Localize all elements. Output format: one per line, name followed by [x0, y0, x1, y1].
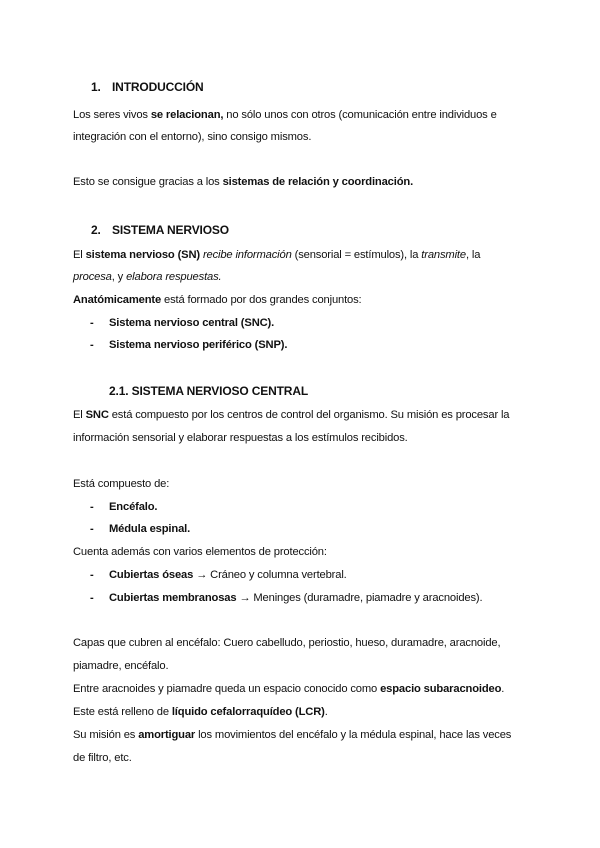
- list-bullet: -: [90, 317, 94, 329]
- section-heading-introduccion: [91, 80, 204, 94]
- bold-text: Encéfalo.: [109, 501, 158, 513]
- text: El: [73, 249, 86, 261]
- bold-text: espacio subaracnoideo: [380, 683, 502, 695]
- paragraph-line: [73, 682, 504, 696]
- list-bullet: -: [90, 523, 94, 535]
- bold-text: Sistema nervioso periférico (SNP).: [109, 339, 288, 351]
- text: .: [324, 706, 328, 718]
- bold-text: se relacionan,: [150, 109, 224, 121]
- paragraph-line: [73, 108, 497, 122]
- bold-text: Médula espinal.: [109, 523, 191, 535]
- text: El: [73, 409, 86, 421]
- bold-text: Sistema nervioso central (SNC).: [109, 317, 275, 329]
- text: (sensorial = estímulos), la: [291, 249, 422, 261]
- italic-text: elabora respuestas.: [126, 271, 222, 283]
- paragraph-line: Capas que cubren al encéfalo: Cuero cabelludo, periostio, hueso, duramadre, aracnoide,: [73, 637, 501, 649]
- paragraph-line: [73, 248, 480, 262]
- list-bullet: -: [90, 569, 94, 581]
- bold-text: Anatómicamente: [73, 294, 162, 306]
- text: Entre aracnoides y piamadre queda un espacio conocido como: [73, 683, 381, 695]
- section-heading-sistema-nervioso: [91, 223, 229, 237]
- paragraph-line: Cuenta además con varios elementos de protección:: [73, 546, 327, 558]
- text: Su misión es: [73, 729, 139, 741]
- italic-text: recibe información: [202, 249, 292, 261]
- text: , la: [465, 249, 481, 261]
- paragraph-line: [73, 293, 362, 307]
- list-item: [109, 316, 274, 330]
- italic-text: procesa: [73, 271, 112, 283]
- paragraph-line: [73, 270, 222, 284]
- text: está formado por dos grandes conjuntos:: [161, 294, 362, 306]
- section-title: SISTEMA NERVIOSO: [112, 223, 229, 237]
- italic-text: transmite: [421, 249, 466, 261]
- list-item: [109, 568, 347, 582]
- text: no sólo unos con otros (comunicación entre individuos e: [223, 109, 497, 121]
- list-bullet: -: [90, 501, 94, 513]
- text: → Cráneo y columna vertebral.: [193, 569, 347, 581]
- section-number: 2.: [91, 223, 101, 237]
- text: está compuesto por los centros de control del organismo. Su misión es procesar la: [108, 409, 510, 421]
- text: Los seres vivos: [73, 109, 151, 121]
- section-number: 1.: [91, 80, 101, 94]
- list-item: [109, 591, 482, 605]
- paragraph-line: [73, 728, 511, 742]
- list-item: [109, 500, 157, 514]
- paragraph-line: [73, 705, 328, 719]
- bold-text: amortiguar: [138, 729, 196, 741]
- bold-text: sistemas de relación y coordinación.: [222, 176, 414, 188]
- text: Esto se consigue gracias a los: [73, 176, 223, 188]
- list-item: [109, 522, 190, 536]
- paragraph-line: integración con el entorno), sino consigo mismos.: [73, 131, 312, 143]
- text: los movimientos del encéfalo y la médula espinal, hace las veces: [195, 729, 512, 741]
- bold-text: SNC: [85, 409, 109, 421]
- bold-text: líquido cefalorraquídeo (LCR): [171, 706, 325, 718]
- text: Este está relleno de: [73, 706, 172, 718]
- list-bullet: -: [90, 592, 94, 604]
- section-title: INTRODUCCIÓN: [112, 80, 204, 94]
- paragraph-line: de filtro, etc.: [73, 752, 132, 764]
- bold-text: sistema nervioso (SN): [85, 249, 200, 261]
- paragraph-line: [73, 408, 509, 422]
- text: .: [501, 683, 505, 695]
- list-bullet: -: [90, 339, 94, 351]
- text: → Meninges (duramadre, piamadre y aracnoides).: [236, 592, 483, 604]
- bold-text: Cubiertas óseas: [109, 569, 194, 581]
- text: , y: [111, 271, 127, 283]
- paragraph-line: [73, 175, 413, 189]
- bold-text: Cubiertas membranosas: [109, 592, 237, 604]
- list-item: [109, 338, 287, 352]
- paragraph-line: piamadre, encéfalo.: [73, 660, 169, 672]
- subsection-heading: 2.1. SISTEMA NERVIOSO CENTRAL: [109, 384, 309, 398]
- paragraph-line: información sensorial y elaborar respuestas a los estímulos recibidos.: [73, 432, 408, 444]
- paragraph-line: Está compuesto de:: [73, 478, 170, 490]
